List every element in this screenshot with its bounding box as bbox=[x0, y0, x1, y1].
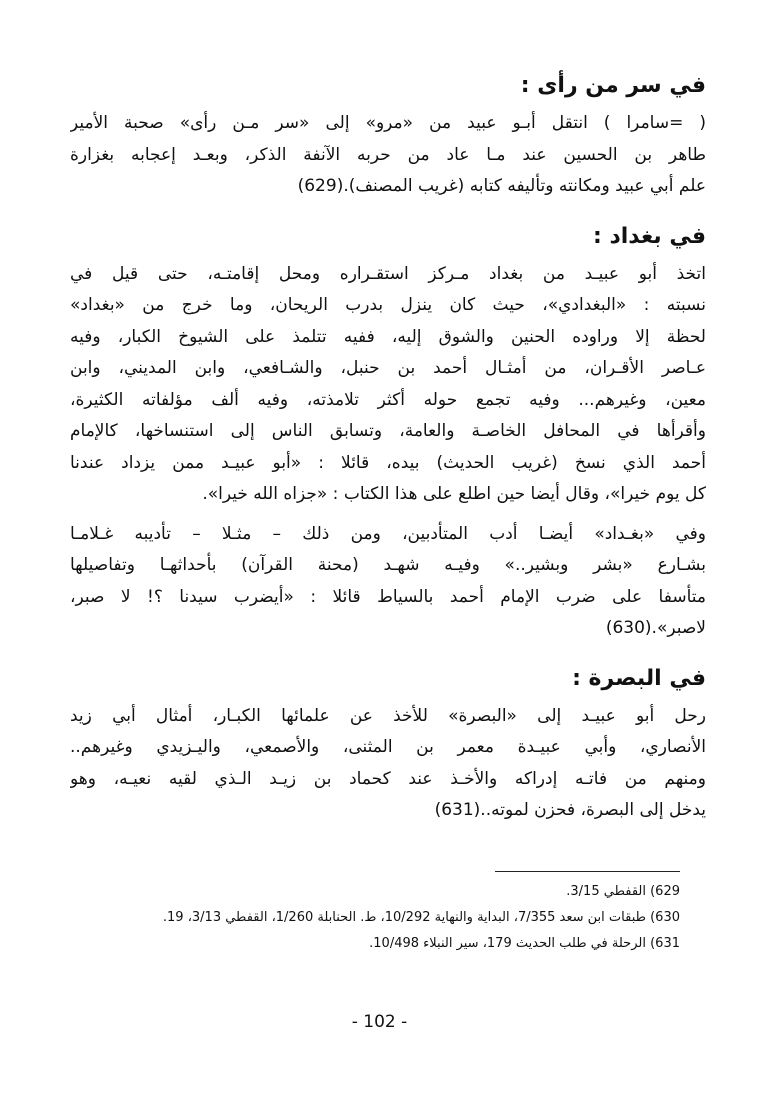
text-line: أحمد الذي نسخ (غريب الحديث) بيده، قائلا : «أبو عبيـد ممن يزداد عندنا bbox=[70, 452, 706, 473]
text-line: يدخل إلى البصرة، فحزن لموته..(631) bbox=[434, 800, 706, 820]
text-line: علم أبي عبيد ومكانته وتأليفه كتابه (غريب المصنف).(629) bbox=[297, 176, 706, 196]
text-line: لاصبر».(630) bbox=[605, 618, 706, 638]
text-line: وفي «بغـداد» أيضـا أدب المتأدبين، ومن ذلك – مثـلا – تأديبه غـلامـا bbox=[70, 523, 706, 544]
paragraph-baghdad-1 bbox=[70, 259, 706, 511]
paragraph-basra bbox=[70, 701, 706, 827]
text-line: رحل أبو عبيـد إلى «البصرة» للأخذ عن علمائها الكبـار، أمثال أبي زيد bbox=[70, 705, 706, 726]
page-number: - 102 - bbox=[351, 1012, 408, 1032]
text-line: معين، وغيرهم... وفيه تجمع حوله أكثر تلامذته، وفيه ألف مؤلفاته الكثيرة، bbox=[70, 389, 706, 410]
paragraph-samarra bbox=[70, 108, 706, 203]
text-line: نسبته : «البغدادي»، حيث كان ينزل بدرب الريحان، وما خرج من «بغداد» bbox=[70, 295, 706, 315]
text-line: متأسفا على ضرب الإمام أحمد بالسياط قائلا : «أيضرب سيدنا ؟! لا صبر، bbox=[70, 586, 706, 607]
section-heading-samarra: في سر من رأى : bbox=[520, 73, 706, 98]
footnotes bbox=[70, 879, 680, 957]
text-line: عـاصر الأقـران، من أمثـال أحمد بن حنبل، والشـافعي، وابن المديني، وابن bbox=[70, 358, 706, 378]
text-line: بشـارع «بشر وبشير..» وفيـه شهـد (محنة القرآن) بأحداثهـا وتفاصيلها bbox=[70, 555, 706, 575]
text-line: اتخذ أبو عبيـد من بغداد مـركز استقـراره ومحل إقامتـه، حتى قيل في bbox=[70, 263, 706, 284]
text-line: ( =سامرا ) انتقل أبـو عبيد من «مرو» إلى «سر مـن رأى» صحبة الأمير bbox=[70, 113, 706, 133]
footnote-629: 629) القفطي 3/15. bbox=[566, 884, 680, 899]
text-line: طاهر بن الحسين عند مـا عاد من حربه الآنفة الذكر، وبعـد إعجابه بغزارة bbox=[70, 144, 706, 165]
footnote-divider bbox=[495, 871, 680, 872]
paragraph-baghdad-2 bbox=[70, 519, 706, 645]
text-line: الأنصاري، وأبي عبيـدة معمر بن المثنى، والأصمعي، واليـزيدي وغيرهم.. bbox=[70, 737, 706, 757]
footnote-631: 631) الرحلة في طلب الحديث 179، سير النبلاء 10/498. bbox=[369, 936, 680, 951]
footnote-630: 630) طبقات ابن سعد 7/355، البداية والنهاية 10/292، ط. الحنابلة 1/260، القفطي 3/13، 19. bbox=[162, 910, 680, 925]
page-body bbox=[70, 70, 706, 827]
section-heading-baghdad: في بغداد : bbox=[593, 223, 706, 249]
text-line: ومنهم من فاتـه إدراكه والأخـذ عند كحماد بن زيـد الـذي لقيه نعيـه، وهو bbox=[70, 768, 706, 789]
text-line: وأقرأها في المحافل الخاصـة والعامة، وتسابق الناس إلى استنساخها، كالإمام bbox=[70, 421, 706, 441]
text-line: كل يوم خيرا»، وقال أيضا حين اطلع على هذا الكتاب : «جزاه الله خيرا». bbox=[202, 484, 706, 504]
section-heading-basra: في البصرة : bbox=[572, 665, 706, 691]
text-line: لحظة إلا وراوده الحنين والشوق إليه، ففيه تتلمذ على الشيوخ الكبار، وفيه bbox=[70, 326, 706, 347]
